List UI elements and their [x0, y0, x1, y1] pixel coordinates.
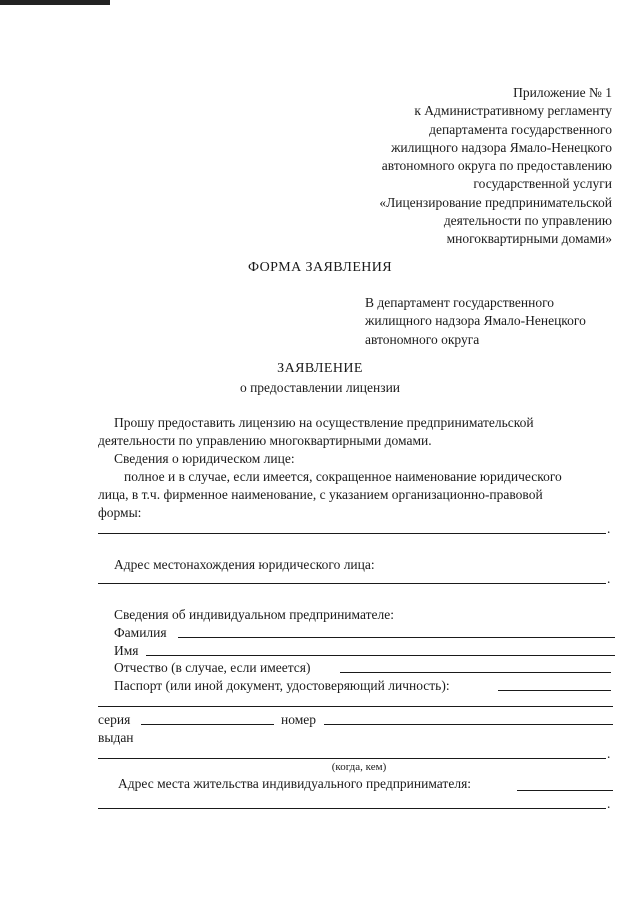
passport-extra-fill-line[interactable]: [98, 706, 613, 707]
form-title: ФОРМА ЗАЯВЛЕНИЯ: [247, 260, 393, 275]
addressee-block: [365, 294, 625, 349]
document-subtitle: о предоставлении лицензии: [239, 380, 401, 395]
appendix-line: автономного округа по предоставлению: [381, 158, 612, 174]
appendix-line: к Административному регламенту: [414, 103, 612, 119]
name-label: Имя: [114, 643, 139, 658]
request-text-line: Прошу предоставить лицензию на осуществление предпринимательской: [114, 415, 534, 430]
appendix-line: департамента государственного: [429, 121, 612, 137]
line-end-dot: .: [607, 571, 611, 586]
patronymic-label: Отчество (в случае, если имеется): [114, 660, 311, 675]
number-label: номер: [281, 712, 317, 727]
residence-fill-line[interactable]: [517, 790, 613, 791]
addressee-line: жилищного надзора Ямало-Ненецкого: [365, 313, 586, 329]
legal-address-label: Адрес местонахождения юридического лица:: [114, 557, 375, 572]
appendix-line: «Лицензирование предпринимательской: [379, 194, 612, 210]
legal-name-instruction: лица, в т.ч. фирменное наименование, с указанием организационно-правовой: [98, 487, 543, 502]
addressee-line: В департамент государственного: [365, 295, 555, 310]
passport-label: Паспорт (или иной документ, удостоверяющий личность):: [114, 678, 450, 693]
surname-label: Фамилия: [114, 625, 167, 640]
appendix-line: жилищного надзора Ямало-Ненецкого: [391, 139, 612, 155]
legal-name-instruction: формы:: [98, 505, 142, 520]
appendix-line: многоквартирными домами»: [446, 231, 612, 247]
ie-header: Сведения об индивидуальном предпринимателе:: [114, 607, 394, 622]
line-end-dot: .: [607, 746, 611, 761]
number-fill-line[interactable]: [324, 724, 613, 725]
addressee-line: автономного округа: [365, 331, 480, 347]
appendix-line: государственной услуги: [473, 176, 612, 192]
series-label: серия: [98, 712, 131, 727]
legal-entity-header: Сведения о юридическом лице:: [114, 451, 295, 466]
issued-fill-line[interactable]: [98, 758, 606, 759]
appendix-line: деятельности по управлению: [443, 213, 612, 229]
appendix-block: [282, 84, 612, 249]
name-fill-line[interactable]: [146, 655, 615, 656]
legal-name-instruction: полное и в случае, если имеется, сокращенное наименование юридического: [124, 469, 562, 484]
request-text-line: деятельности по управлению многоквартирными домами.: [98, 433, 432, 448]
series-fill-line[interactable]: [141, 724, 274, 725]
appendix-line: Приложение № 1: [513, 85, 612, 100]
issued-label: выдан: [98, 730, 134, 745]
legal-address-fill-line[interactable]: [98, 583, 606, 584]
residence-label: Адрес места жительства индивидуального предпринимателя:: [118, 776, 472, 791]
legal-name-fill-line[interactable]: [98, 533, 606, 534]
passport-fill-line[interactable]: [498, 690, 611, 691]
surname-fill-line[interactable]: [178, 637, 615, 638]
scan-edge-mark: [0, 0, 110, 5]
residence-extra-fill-line[interactable]: [98, 808, 606, 809]
line-end-dot: .: [607, 521, 611, 536]
issued-caption: (когда, кем): [331, 761, 387, 773]
line-end-dot: .: [607, 796, 611, 811]
patronymic-fill-line[interactable]: [340, 672, 611, 673]
document-title: ЗАЯВЛЕНИЕ: [277, 361, 363, 376]
